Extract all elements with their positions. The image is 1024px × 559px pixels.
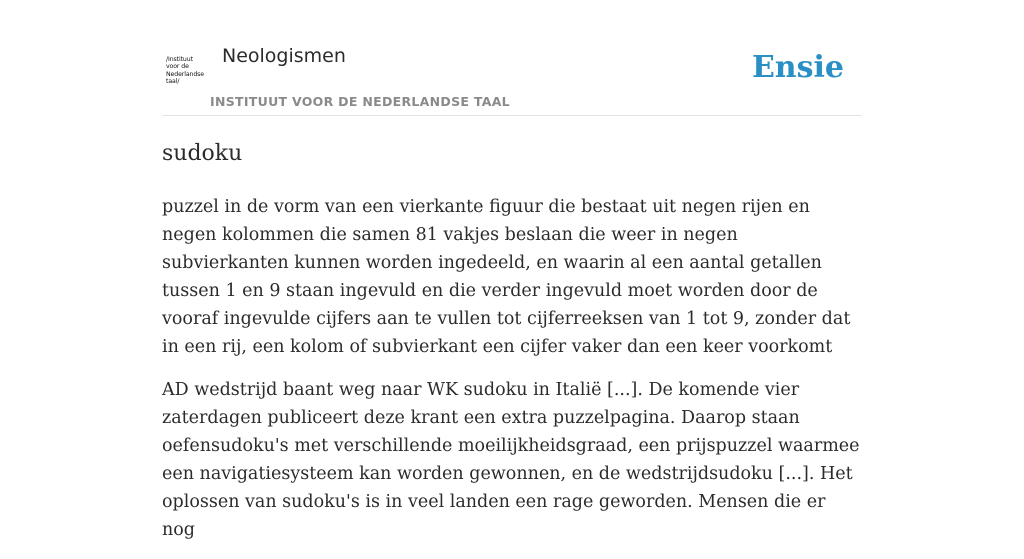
site-title[interactable]: Neologismen: [222, 45, 346, 67]
logo-line: Nederlandse: [166, 70, 205, 78]
entry-example: AD wedstrijd baant weg naar WK sudoku in Italië [...]. De komende vier zaterdagen publiceert deze krant een extra puzzelpagina. Daarop staan oefensudoku's met verschillende moeilijkheidsgraad, een prijspuzzel waarmee een navigatiesysteem kan worden gewonnen, en de wedstrijdsudoku [...]. Het oplossen van sudoku's is in veel landen een rage geworden. Mensen die er nog: [162, 380, 860, 540]
entry-headword: sudoku: [162, 141, 243, 166]
entry-definition: puzzel in de vorm van een vierkante figuur die bestaat uit negen rijen en negen kolommen die samen 81 vakjes beslaan die weer in negen subvierkanten kunnen worden ingedeeld, en waarin al een aantal getallen tussen 1 en 9 staan ingevuld en die verder ingevuld moet worden door de vooraf ingevulde cijfers aan te vullen tot cijferreeksen van 1 tot 9, zonder dat in een rij, een kolom of subvierkant een cijfer vaker dan een keer voorkomt: [162, 197, 851, 357]
institute-name: INSTITUUT VOOR DE NEDERLANDSE TAAL: [210, 94, 510, 109]
logo-line: /Instituut: [166, 56, 193, 63]
entry-content: [162, 136, 862, 559]
ensie-brand-link[interactable]: Ensie: [751, 50, 844, 85]
institute-logo[interactable]: [166, 56, 208, 90]
site-header: [162, 0, 862, 116]
logo-line: taal/: [166, 78, 180, 86]
logo-line: voor de: [166, 63, 189, 71]
